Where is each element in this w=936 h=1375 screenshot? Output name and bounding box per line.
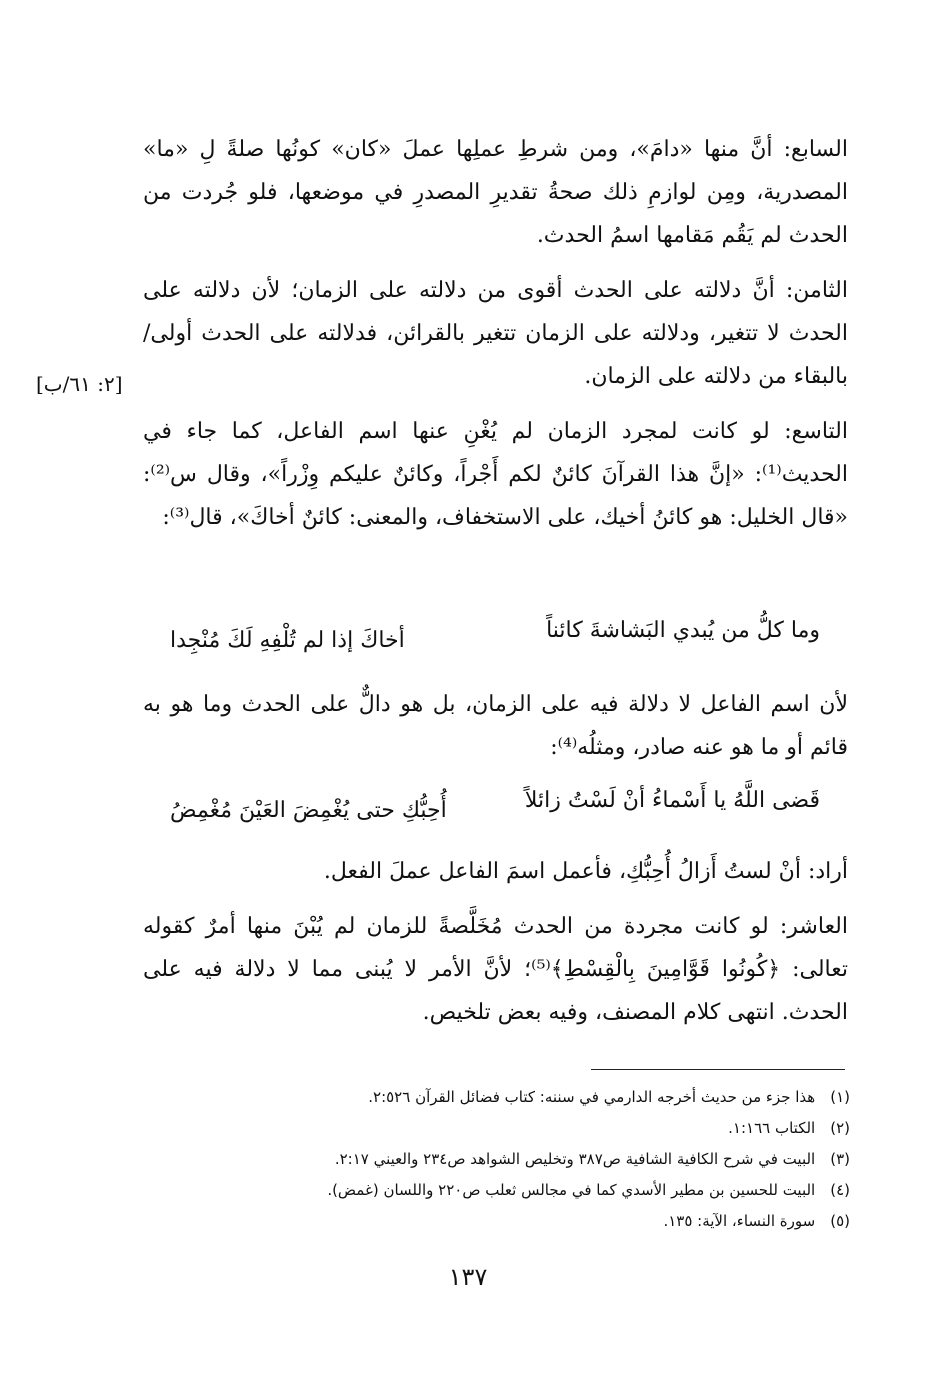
footnote-number: (٣) <box>830 1150 850 1168</box>
footnotes <box>160 1082 850 1237</box>
paragraph-ninth: التاسع: لو كانت لمجرد الزمان لم يُغْنِ عنها اسم الفاعل، كما جاء في الحديث⁽¹⁾: «إنَّ هذا القرآنَ كائنٌ لكم أَجْراً، وكائنٌ عليكم وِزْراً»، وقال س⁽²⁾: «قال الخليل: هو كائنُ أخيك، على الاستخفاف، والمعنى: كائنٌ أخاكَ»، قال⁽³⁾: <box>143 419 848 530</box>
margin-folio-reference: [٢: ٦١/ب] <box>36 372 123 396</box>
footnote-separator-line <box>591 1069 845 1070</box>
footnote-text: البيت للحسين بن مطير الأسدي كما في مجالس ثعلب ص٢٢٠ واللسان (غمض). <box>327 1181 816 1199</box>
poem-verse-1 <box>150 618 840 666</box>
verse-1-second-hemistich: أخاكَ إذا لم تُلْفِهِ لَكَ مُنْجِدا <box>170 628 405 653</box>
footnote-text: البيت في شرح الكافية الشافية ص٣٨٧ وتخليص الشواهد ص٢٣٤ والعيني ٢:١٧. <box>334 1150 816 1168</box>
footnote-number: (٢) <box>830 1119 850 1137</box>
verse-2-first-hemistich: قَضى اللَّهُ يا أَسْماءُ أنْ لَسْتُ زائلاً <box>524 788 820 813</box>
main-text-block-3 <box>143 850 848 1046</box>
footnote-item <box>160 1175 850 1206</box>
paragraph-intent: أراد: أنْ لستُ أَزالُ أُحِبُّكِ، فأعمل اسمَ الفاعل عملَ الفعل. <box>323 859 848 884</box>
paragraph-eighth: الثامن: أنَّ دلالته على الحدث أقوى من دلالته على الزمان؛ لأن دلالته على الحدث لا تتغير، ودلالته على الزمان تتغير بالقرائن، فدلالته على الحدث أولى/ بالبقاء من دلالته على الزمان. <box>143 278 848 389</box>
verse-1-first-hemistich: وما كلُّ من يُبدي البَشاشةَ كائناً <box>546 618 820 643</box>
main-text-block-2 <box>143 683 848 781</box>
footnote-item <box>160 1082 850 1113</box>
footnote-item <box>160 1113 850 1144</box>
main-text-block-1 <box>143 128 848 551</box>
footnote-item <box>160 1144 850 1175</box>
paragraph-seventh: السابع: أنَّ منها «دامَ»، ومن شرطِ عملِها عملَ «كان» كونُها صلةً لِ «ما» المصدرية، ومِن لوازمِ ذلك صحةُ تقديرِ المصدرِ في موضعها، فلو جُردت من الحدث لم يَقُم مَقامها اسمُ الحدث. <box>143 137 848 248</box>
footnote-text: سورة النساء، الآية: ١٣٥. <box>663 1212 816 1230</box>
paragraph-tenth: العاشر: لو كانت مجردة من الحدث مُخَلَّصةً للزمان لم يُبْنَ منها أمرٌ كقوله تعالى: ﴿كُونُوا قَوَّامِينَ بِالْقِسْطِ﴾⁽⁵⁾؛ لأنَّ الأمر لا يُبنى مما لا دلالة فيه على الحدث. انتهى كلام المصنف، وفيه بعض تلخيص. <box>143 914 849 1025</box>
footnote-number: (١) <box>830 1088 850 1106</box>
paragraph-explanation: لأن اسم الفاعل لا دلالة فيه على الزمان، بل هو دالٌّ على الحدث وما هو به قائم أو ما هو عنه صادر، ومثلُه⁽⁴⁾: <box>143 692 848 760</box>
footnote-number: (٤) <box>830 1181 850 1199</box>
poem-verse-2 <box>150 788 840 836</box>
footnote-item <box>160 1206 850 1237</box>
footnote-number: (٥) <box>830 1212 850 1230</box>
footnote-text: هذا جزء من حديث أخرجه الدارمي في سننه: كتاب فضائل القرآن ٢:٥٢٦. <box>368 1088 816 1106</box>
footnote-text: الكتاب ١:١٦٦. <box>728 1119 816 1137</box>
page-number: ١٣٧ <box>448 1263 488 1291</box>
verse-2-second-hemistich: أُحِبُّكِ حتى يُغْمِضَ العَيْنَ مُغْمِضُ <box>170 798 447 823</box>
